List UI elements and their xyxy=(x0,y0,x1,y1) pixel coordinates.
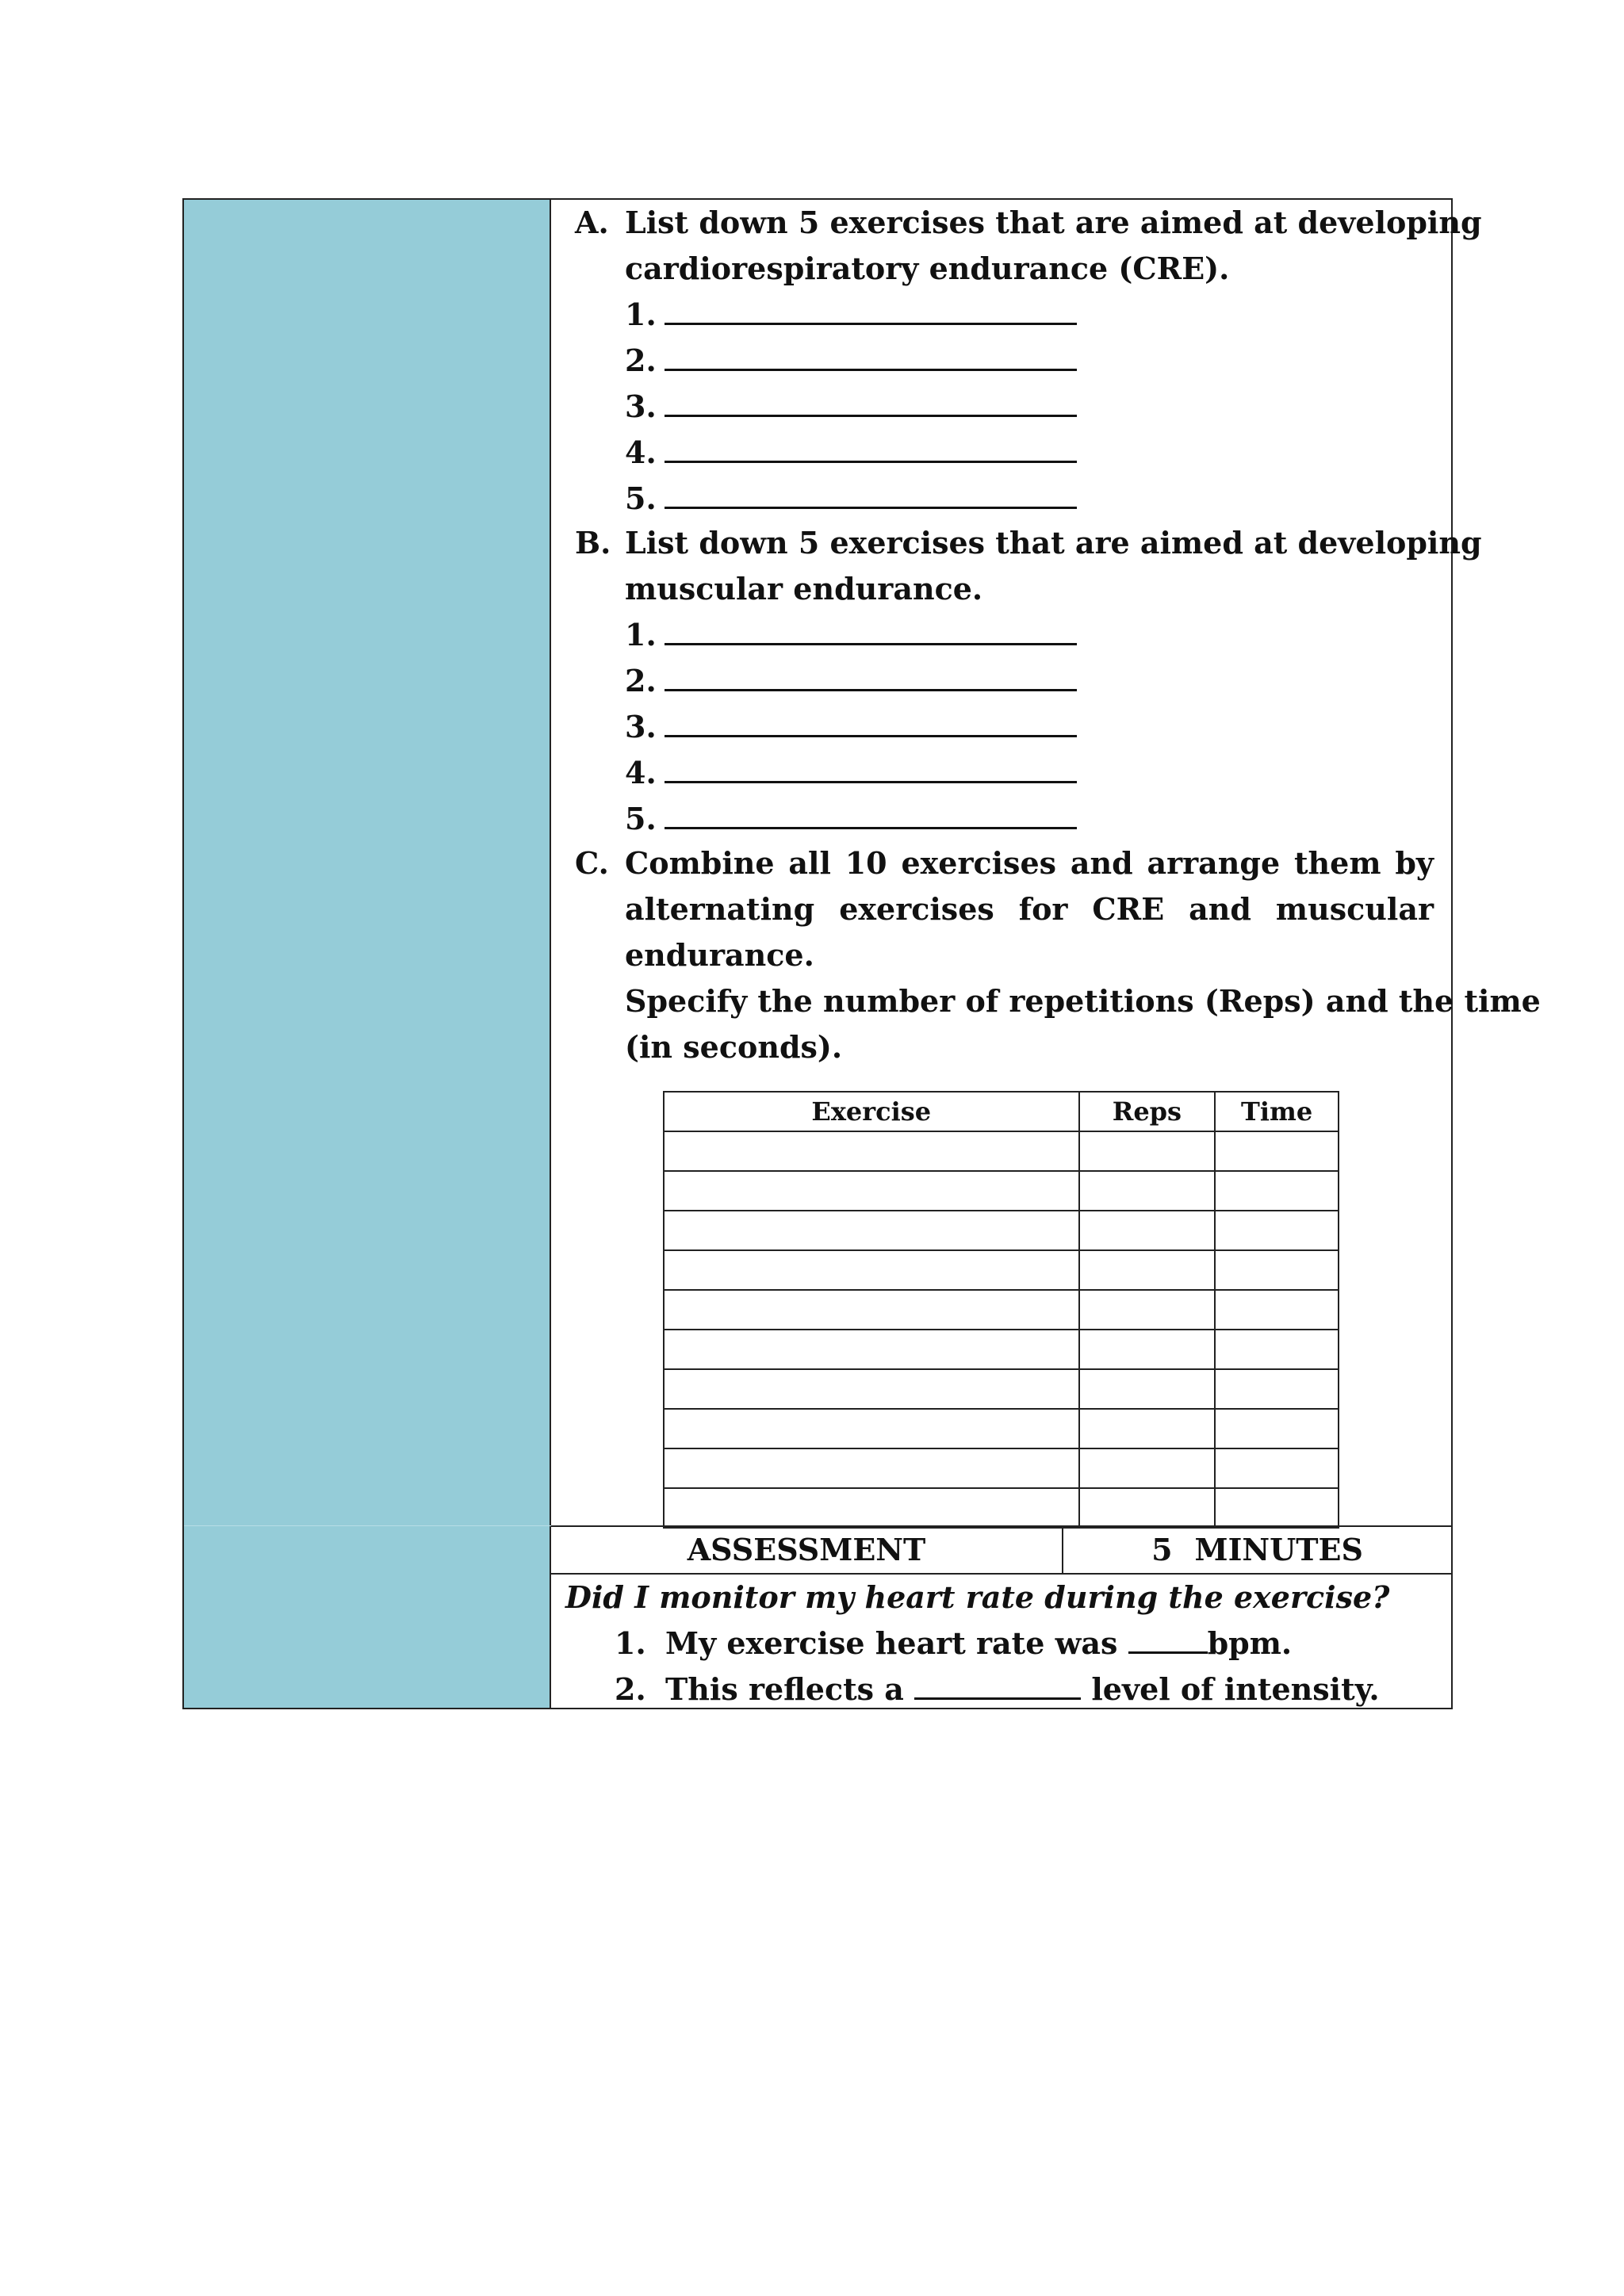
item-text: This reflects a xyxy=(665,1671,915,1707)
reps-column-header: Reps xyxy=(1079,1092,1216,1131)
section-a-item-2 xyxy=(625,338,1077,384)
section-c-letter: C. xyxy=(575,845,609,881)
item-text: My exercise heart rate was xyxy=(665,1625,1128,1661)
table-row xyxy=(664,1290,1339,1330)
answer-blank[interactable] xyxy=(665,705,1077,737)
item-number: 1. xyxy=(625,617,657,652)
exercise-cell[interactable] xyxy=(664,1250,1079,1290)
answer-blank[interactable] xyxy=(665,797,1077,829)
exercise-cell[interactable] xyxy=(664,1448,1079,1488)
time-cell[interactable] xyxy=(1215,1369,1339,1409)
exercise-cell[interactable] xyxy=(664,1409,1079,1448)
exercise-cell[interactable] xyxy=(664,1330,1079,1369)
reps-cell[interactable] xyxy=(1079,1448,1216,1488)
item-text-end: level of intensity. xyxy=(1081,1671,1380,1707)
side-column-divider xyxy=(184,1525,551,1526)
time-cell[interactable] xyxy=(1215,1171,1339,1211)
table-row xyxy=(664,1131,1339,1171)
section-a-instruction: List down 5 exercises that are aimed at developing xyxy=(625,205,1482,240)
reps-cell[interactable] xyxy=(1079,1409,1216,1448)
exercise-cell[interactable] xyxy=(664,1131,1079,1171)
section-b-letter: B. xyxy=(575,525,611,561)
item-number: 2. xyxy=(625,663,657,698)
answer-blank[interactable] xyxy=(665,751,1077,783)
reps-cell[interactable] xyxy=(1079,1131,1216,1171)
exercise-cell[interactable] xyxy=(664,1290,1079,1330)
answer-blank[interactable] xyxy=(665,659,1077,691)
section-a-letter: A. xyxy=(575,205,609,240)
time-cell[interactable] xyxy=(1215,1409,1339,1448)
section-c-instruction-cont: endurance. xyxy=(625,937,814,973)
assessment-duration xyxy=(1063,1527,1451,1573)
exercise-column-header: Exercise xyxy=(664,1092,1079,1131)
activity-content xyxy=(551,200,1541,1525)
section-c-specify-cont: (in seconds). xyxy=(625,1029,843,1065)
answer-blank[interactable] xyxy=(665,613,1077,645)
item-number: 1. xyxy=(615,1625,646,1661)
exercise-cell[interactable] xyxy=(664,1488,1079,1528)
time-cell[interactable] xyxy=(1215,1330,1339,1369)
table-row xyxy=(664,1250,1339,1290)
section-a-instruction-cont: cardiorespiratory endurance (CRE). xyxy=(625,251,1230,286)
section-b-item-5 xyxy=(625,796,1077,842)
item-number: 5. xyxy=(625,480,657,516)
section-b-item-1 xyxy=(625,612,1077,658)
item-number: 5. xyxy=(625,801,657,836)
assessment-question: Did I monitor my heart rate during the exercise? xyxy=(565,1579,1390,1615)
reps-cell[interactable] xyxy=(1079,1250,1216,1290)
side-column xyxy=(184,200,551,1708)
duration-unit: MINUTES xyxy=(1194,1532,1363,1567)
answer-blank[interactable] xyxy=(665,385,1077,417)
table-row xyxy=(664,1448,1339,1488)
exercise-table-body xyxy=(664,1131,1339,1528)
answer-blank[interactable] xyxy=(665,339,1077,371)
reps-cell[interactable] xyxy=(1079,1369,1216,1409)
section-a-item-4 xyxy=(625,430,1077,476)
section-a-item-3 xyxy=(625,384,1077,430)
item-text-end: bpm. xyxy=(1207,1625,1293,1661)
answer-blank[interactable] xyxy=(665,476,1077,509)
reps-cell[interactable] xyxy=(1079,1488,1216,1528)
section-b-item-4 xyxy=(625,750,1077,796)
heart-rate-blank[interactable] xyxy=(1128,1621,1208,1654)
section-c-instruction-cont: alternating exercises for CRE and muscular xyxy=(625,891,1434,927)
time-cell[interactable] xyxy=(1215,1488,1339,1528)
exercise-cell[interactable] xyxy=(664,1171,1079,1211)
assessment-title: ASSESSMENT xyxy=(551,1527,1063,1573)
table-row xyxy=(664,1488,1339,1528)
time-column-header: Time xyxy=(1215,1092,1339,1131)
answer-blank[interactable] xyxy=(665,293,1077,325)
time-cell[interactable] xyxy=(1215,1211,1339,1250)
exercise-cell[interactable] xyxy=(664,1369,1079,1409)
table-row xyxy=(664,1330,1339,1369)
assessment-item-2 xyxy=(615,1667,1380,1712)
item-number: 2. xyxy=(625,342,657,378)
table-row xyxy=(664,1211,1339,1250)
time-cell[interactable] xyxy=(1215,1290,1339,1330)
section-b-instruction-cont: muscular endurance. xyxy=(625,571,983,607)
reps-cell[interactable] xyxy=(1079,1171,1216,1211)
section-a-item-5 xyxy=(625,476,1077,522)
answer-blank[interactable] xyxy=(665,430,1077,463)
item-number: 2. xyxy=(615,1671,646,1707)
table-row xyxy=(664,1171,1339,1211)
section-b-instruction: List down 5 exercises that are aimed at developing xyxy=(625,525,1482,561)
exercise-cell[interactable] xyxy=(664,1211,1079,1250)
item-number: 1. xyxy=(625,297,657,332)
section-c-specify: Specify the number of repetitions (Reps) and the time xyxy=(625,983,1541,1019)
lesson-table xyxy=(182,198,1541,1709)
item-number: 4. xyxy=(625,755,657,790)
intensity-blank[interactable] xyxy=(914,1667,1081,1700)
exercise-table xyxy=(663,1091,1339,1529)
assessment-header xyxy=(551,1527,1453,1575)
duration-number: 5 xyxy=(1151,1532,1173,1567)
reps-cell[interactable] xyxy=(1079,1211,1216,1250)
section-b-item-3 xyxy=(625,704,1077,750)
time-cell[interactable] xyxy=(1215,1131,1339,1171)
section-a-item-1 xyxy=(625,292,1077,338)
assessment-item-1 xyxy=(615,1621,1292,1667)
item-number: 3. xyxy=(625,388,657,424)
section-c-instruction: Combine all 10 exercises and arrange them by xyxy=(625,845,1434,881)
table-row xyxy=(664,1409,1339,1448)
item-number: 3. xyxy=(625,709,657,744)
section-b-item-2 xyxy=(625,658,1077,704)
assessment-section xyxy=(551,1525,1453,1708)
table-row xyxy=(664,1369,1339,1409)
reps-cell[interactable] xyxy=(1079,1330,1216,1369)
time-cell[interactable] xyxy=(1215,1250,1339,1290)
reps-cell[interactable] xyxy=(1079,1290,1216,1330)
time-cell[interactable] xyxy=(1215,1448,1339,1488)
item-number: 4. xyxy=(625,434,657,470)
